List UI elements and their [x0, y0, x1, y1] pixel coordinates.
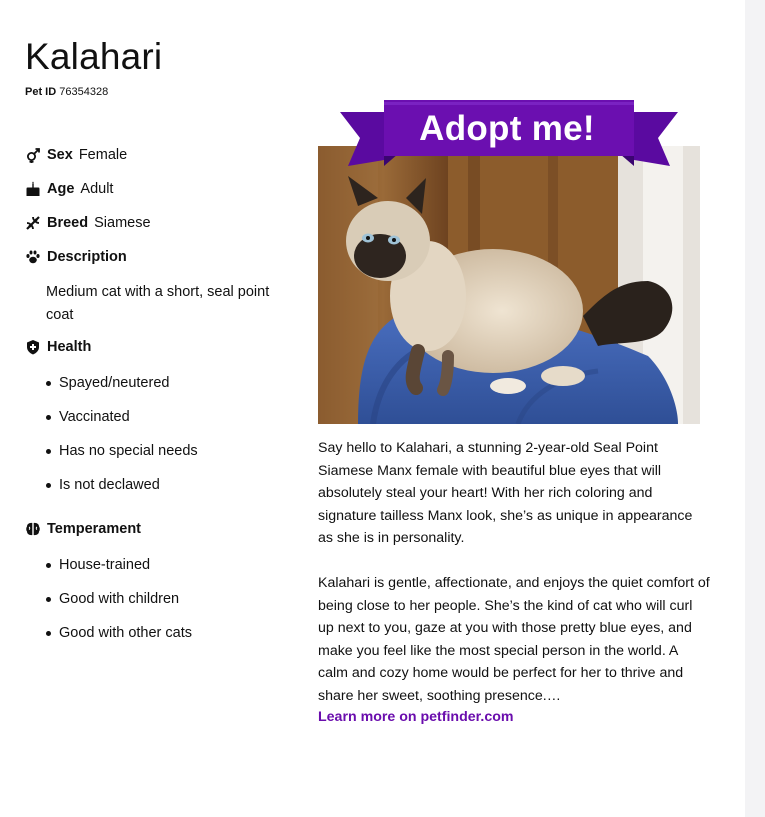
- story-paragraph-1: Say hello to Kalahari, a stunning 2-year-old Seal Point Siamese Manx female with beautiful blue eyes that will absolutely steal your heart! With her rich coloring and signature tailless Manx look, she’s as unique in appearance as she is in personality.: [318, 440, 693, 547]
- temperament-item: Good with children: [46, 591, 179, 607]
- temperament-item: Good with other cats: [46, 625, 192, 641]
- cake-icon: [25, 181, 41, 197]
- attr-sex-value: Female: [78, 147, 128, 163]
- attr-sex-label: Sex: [47, 147, 73, 163]
- health-item: Vaccinated: [46, 409, 130, 425]
- attr-breed-label: Breed: [47, 215, 89, 231]
- pet-photo: [318, 146, 700, 424]
- paw-icon: [25, 249, 41, 265]
- pet-id-value: 76354328: [59, 86, 109, 98]
- attr-breed-value: Siamese: [94, 215, 151, 231]
- pet-name: Kalahari: [25, 36, 163, 77]
- health-item: Spayed/neutered: [46, 375, 169, 391]
- attr-temperament-label: Temperament: [47, 521, 142, 537]
- adopt-me-banner-text: Adopt me!: [419, 109, 595, 148]
- story-paragraph-2: Kalahari is gentle, affectionate, and enjoys the quiet comfort of being close to her people. She’s the kind of cat who will curl up next to you, gaze at you with those pretty blue eyes, and make you feel like the most special person in the world. A calm and cozy home would be perfect for her to thrive and share her sweet, soothing presence.…: [318, 575, 710, 704]
- attr-health: [25, 339, 97, 355]
- temperament-item: House-trained: [46, 557, 150, 573]
- attr-age-value: Adult: [80, 181, 114, 197]
- attr-sex: [25, 147, 127, 163]
- attr-age: [25, 181, 113, 197]
- learn-more-link[interactable]: Learn more on petfinder.com: [318, 709, 514, 725]
- dna-icon: [25, 215, 41, 231]
- gender-icon: [25, 147, 41, 163]
- attr-breed: [25, 215, 151, 231]
- brain-icon: [25, 521, 41, 537]
- pet-id-label: Pet ID: [25, 86, 57, 98]
- attr-description-label: Description: [47, 249, 127, 265]
- page-gutter: [745, 0, 765, 817]
- health-item: Is not declawed: [46, 477, 160, 493]
- attr-age-label: Age: [47, 181, 75, 197]
- attr-description: [25, 249, 133, 265]
- health-item: Has no special needs: [46, 443, 198, 459]
- shield-icon: [25, 339, 41, 355]
- attr-health-label: Health: [47, 339, 92, 355]
- pet-id: [25, 86, 108, 98]
- attr-description-value: Medium cat with a short, seal point coat: [46, 284, 270, 323]
- attr-temperament: [25, 521, 147, 537]
